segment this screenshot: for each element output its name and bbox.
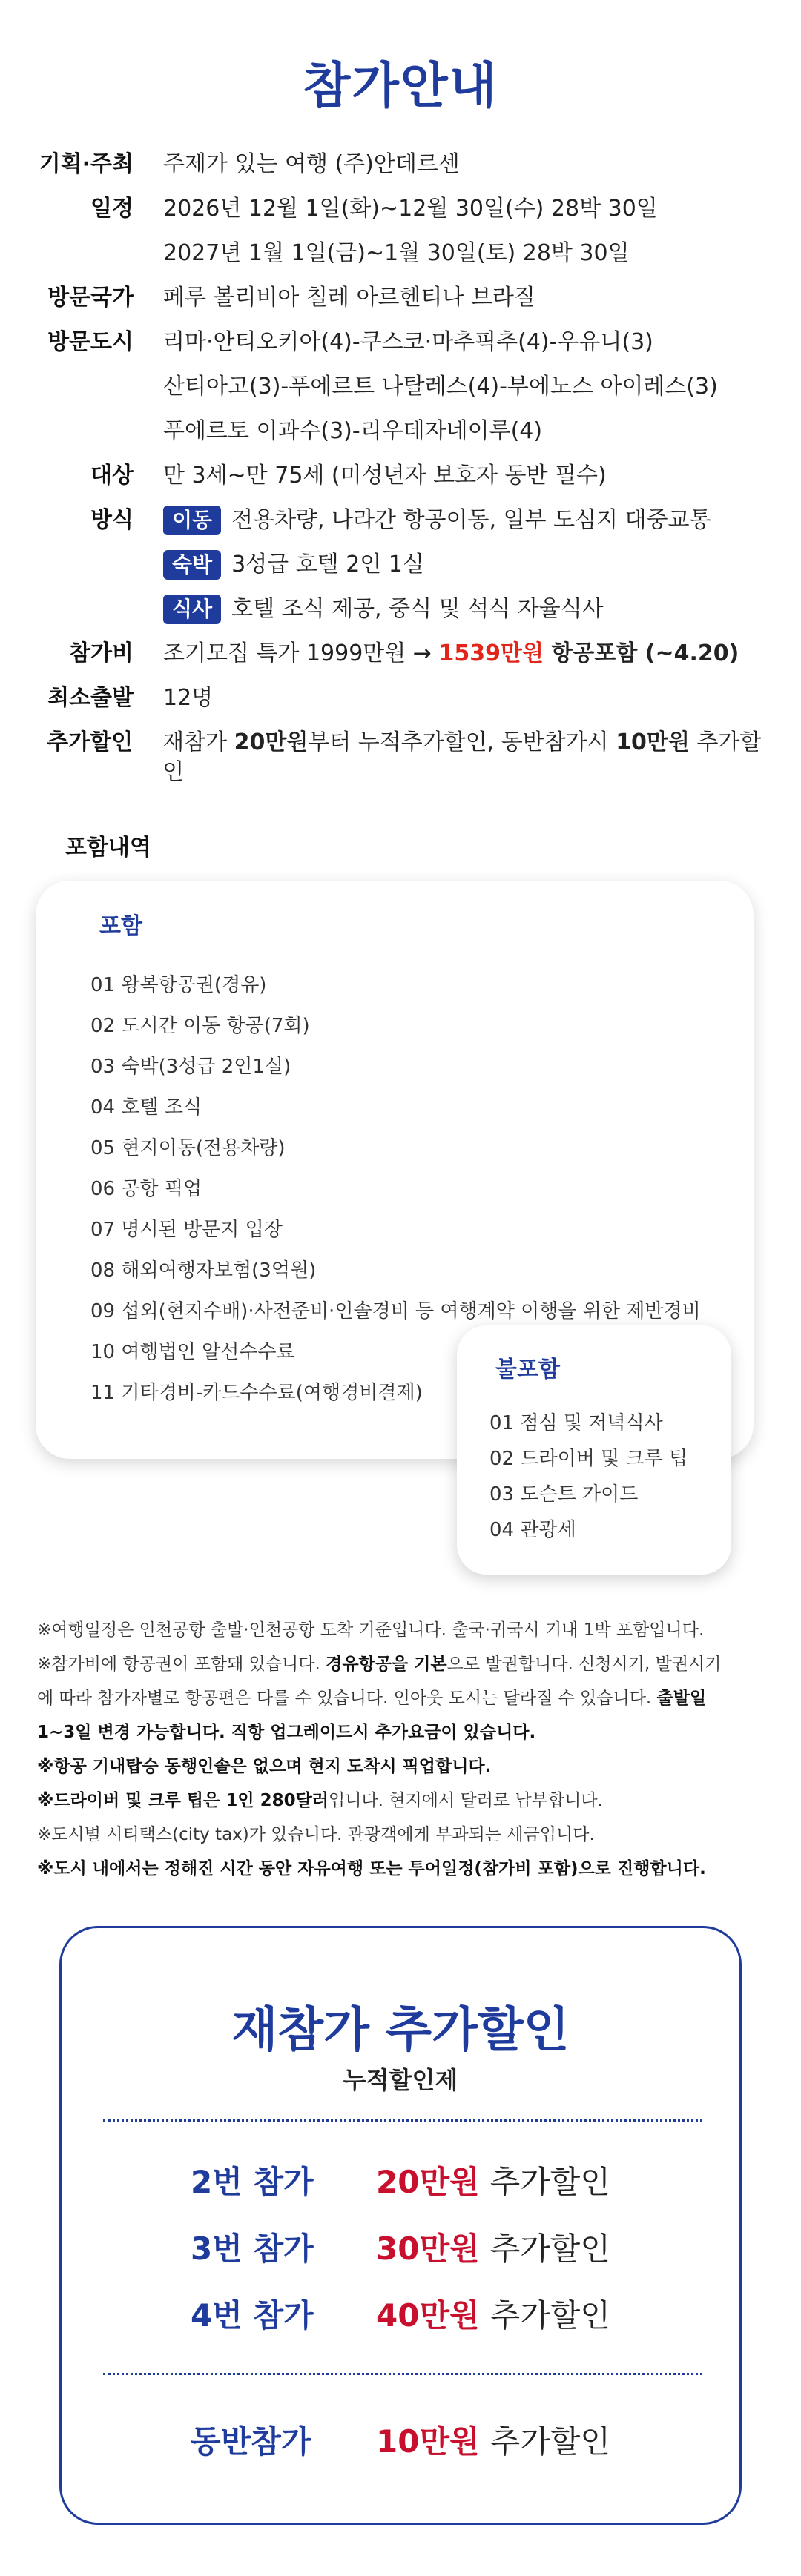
city-line: 리마·안티오키아(4)-쿠스코·마추픽추(4)-우유니(3) — [163, 329, 653, 355]
discount-amount: 40만원 — [376, 2297, 480, 2334]
extra-text: 부터 누적추가할인, 동반참가시 — [308, 729, 616, 755]
row-min — [30, 683, 779, 713]
list-item: 04 호텔 조식 — [90, 1096, 202, 1119]
discount-label: 동반참가 — [191, 2423, 312, 2460]
divider — [103, 2119, 702, 2122]
discount-label: 4번 참가 — [191, 2297, 314, 2334]
row-key: 일정 — [90, 196, 134, 222]
list-item: 03 숙박(3성급 2인1실) — [90, 1056, 291, 1078]
method-text: 전용차량, 나라간 항공이동, 일부 도심지 대중교통 — [231, 507, 711, 533]
note: ※도시별 시티택스(city tax)가 있습니다. 관광객에게 부과되는 세금입니다. — [37, 1825, 595, 1844]
row-target — [30, 461, 779, 491]
note-text: 으로 발권합니다. 신청시기, 발권시기 — [446, 1655, 722, 1674]
row-key: 참가비 — [69, 640, 134, 666]
discount-amount: 10만원 — [376, 2423, 480, 2460]
list-item: 09 섭외(현지수배)·사전준비·인솔경비 등 여행계약 이행을 위한 제반경비 — [90, 1300, 701, 1322]
row-value — [163, 506, 711, 624]
note-bold: 경유항공을 기본 — [326, 1655, 447, 1674]
note-bold: ※항공 기내탑승 동행인솔은 없으며 현지 도착시 픽업합니다. — [37, 1757, 492, 1776]
note-text: 에 따라 참가자별로 항공편은 다를 수 있습니다. 인아웃 도시는 달라질 수 있습니다. — [37, 1689, 657, 1708]
fee-prefix: 조기모집 특가 1999만원 → — [163, 640, 439, 666]
excluded-list — [490, 1405, 688, 1548]
list-item: 08 해외여행자보험(3억원) — [90, 1259, 317, 1282]
excluded-card — [457, 1325, 731, 1575]
row-key: 추가할인 — [47, 729, 134, 755]
row-key: 기획·주최 — [39, 151, 134, 177]
note — [37, 1852, 771, 1886]
schedule-line: 2027년 1월 1일(금)~1월 30일(토) 28박 30일 — [163, 240, 630, 266]
note-bold: ※드라이버 및 크루 팁은 1인 280달러 — [37, 1791, 329, 1810]
row-value — [163, 639, 739, 669]
excluded-title: 불포함 — [495, 1357, 560, 1383]
row-schedule — [30, 194, 779, 268]
includes-heading: 포함내역 — [65, 835, 151, 861]
discount-box — [59, 1926, 742, 2525]
discount-label: 2번 참가 — [191, 2164, 314, 2200]
note: ※여행일정은 인천공항 출발·인천공항 도착 기준입니다. 출국·귀국시 기내 1박 포함입니다. — [37, 1620, 705, 1640]
method-text: 3성급 호텔 2인 1실 — [231, 552, 424, 577]
extra-text: 추가할인 — [162, 729, 762, 785]
companion-row — [62, 2417, 739, 2462]
row-value: 만 3세~만 75세 (미성년자 보호자 동반 필수) — [163, 463, 607, 489]
row-key: 방식 — [90, 507, 134, 533]
list-item: 06 공항 픽업 — [90, 1178, 202, 1200]
row-key: 방문도시 — [47, 329, 134, 355]
discount-suffix: 추가할인 — [490, 2231, 610, 2267]
row-value — [163, 328, 718, 446]
extra-amount: 10만원 — [616, 729, 690, 755]
row-key: 최소출발 — [47, 685, 134, 711]
schedule-line: 2026년 12월 1일(화)~12월 30일(수) 28박 30일 — [163, 196, 658, 222]
discount-suffix: 추가할인 — [490, 2164, 610, 2200]
discount-title: 재참가 추가할인 — [231, 2003, 570, 2058]
note — [37, 1749, 771, 1784]
fee-price: 1539만원 — [438, 640, 544, 666]
row-value: 주제가 있는 여행 (주)안데르센 — [163, 151, 460, 177]
page-title: 참가안내 — [303, 57, 498, 114]
notes — [37, 1613, 771, 1886]
discount-suffix: 추가할인 — [490, 2423, 610, 2460]
method-tag: 식사 — [163, 595, 221, 624]
row-cities — [30, 328, 779, 446]
list-item: 11 기타경비-카드수수료(여행경비결제) — [90, 1382, 423, 1404]
row-value — [163, 194, 658, 268]
list-item: 07 명시된 방문지 입장 — [90, 1219, 283, 1241]
note-text: 입니다. 현지에서 달러로 납부합니다. — [329, 1791, 603, 1810]
note-text: ※참가비에 항공권이 포함돼 있습니다. — [37, 1655, 326, 1674]
row-value — [162, 728, 779, 787]
list-item: 04 관광세 — [490, 1519, 576, 1541]
row-value: 페루 볼리비아 칠레 아르헨티나 브라질 — [163, 285, 535, 311]
fee-suffix: 항공포함 (~4.20) — [543, 640, 739, 666]
list-item: 10 여행법인 알선수수료 — [90, 1341, 295, 1363]
note-bold: ※도시 내에서는 정해진 시간 동안 자유여행 또는 투어일정(참가비 포함)으로 진행합니다. — [37, 1859, 706, 1878]
row-value: 12명 — [163, 685, 214, 711]
discount-label: 3번 참가 — [191, 2231, 314, 2267]
method-line — [163, 506, 711, 535]
discount-suffix: 추가할인 — [490, 2297, 610, 2334]
extra-text: 재참가 — [162, 729, 234, 755]
list-item: 02 도시간 이동 항공(7회) — [90, 1015, 310, 1037]
row-extra — [30, 728, 779, 787]
info-table — [30, 150, 779, 802]
method-tag: 이동 — [163, 506, 221, 535]
included-title: 포함 — [99, 913, 142, 939]
discount-row — [62, 2291, 739, 2336]
city-line: 산티아고(3)-푸에르트 나탈레스(4)-부에노스 아이레스(3) — [163, 374, 718, 400]
discount-subtitle: 누적할인제 — [343, 2066, 458, 2094]
list-item: 02 드라이버 및 크루 팁 — [490, 1448, 688, 1470]
method-tag: 숙박 — [163, 550, 221, 580]
extra-amount: 20만원 — [234, 729, 309, 755]
discount-row — [62, 2158, 739, 2202]
discount-row — [62, 2225, 739, 2269]
list-item: 03 도슨트 가이드 — [490, 1483, 639, 1506]
list-item: 05 현지이동(전용차량) — [90, 1137, 286, 1159]
method-line — [163, 595, 711, 624]
note-bold: 1~3일 변경 가능합니다. 직항 업그레이드시 추가요금이 있습니다. — [37, 1723, 536, 1742]
row-organizer — [30, 150, 779, 179]
note — [37, 1647, 771, 1749]
city-line: 푸에르토 이과수(3)-리우데자네이루(4) — [163, 418, 543, 444]
method-text: 호텔 조식 제공, 중식 및 석식 자율식사 — [231, 596, 604, 622]
method-line — [163, 550, 711, 580]
note-bold: 출발일 — [656, 1689, 707, 1708]
divider — [103, 2373, 702, 2375]
discount-amount: 30만원 — [376, 2231, 480, 2267]
row-method — [30, 506, 779, 624]
note — [37, 1784, 771, 1818]
discount-amount: 20만원 — [376, 2164, 480, 2200]
list-item: 01 왕복항공권(경유) — [90, 974, 267, 996]
row-key: 방문국가 — [47, 285, 134, 311]
row-countries — [30, 283, 779, 313]
list-item: 01 점심 및 저녁식사 — [490, 1412, 663, 1434]
row-fee — [30, 639, 779, 669]
row-key: 대상 — [90, 463, 134, 489]
